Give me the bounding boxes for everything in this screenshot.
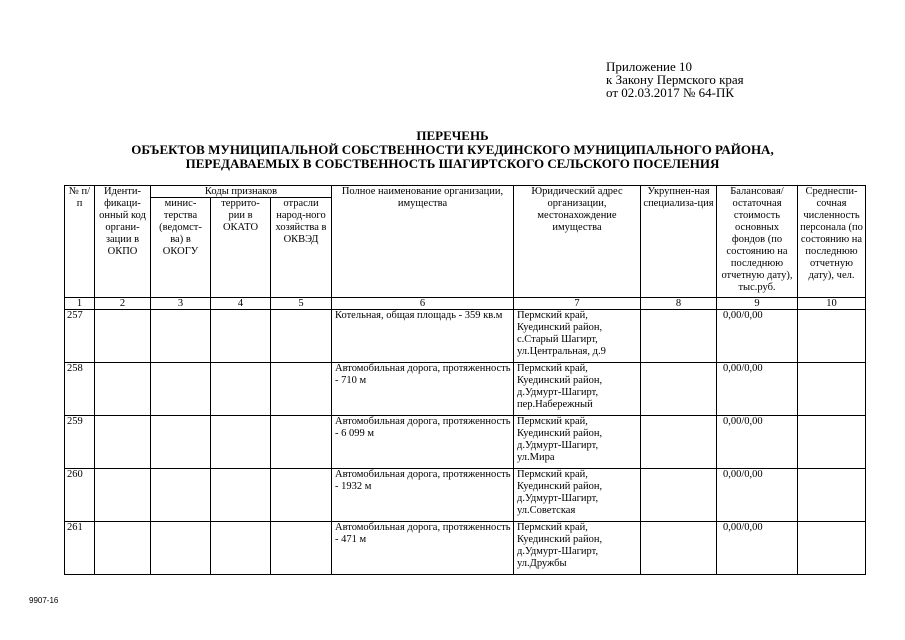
object-address: Пермский край, Куединский район, д.Удмурт-Шагирт, ул.Дружбы: [514, 522, 641, 575]
row-number: 260: [65, 469, 95, 522]
header-okato: террито-рии в ОКАТО: [211, 198, 271, 298]
table-row: [65, 363, 866, 416]
property-table: [64, 185, 866, 575]
object-address: Пермский край, Куединский район, с.Старый Шагирт, ул.Центральная, д.9: [514, 310, 641, 363]
row-number: 257: [65, 310, 95, 363]
header-okved: отрасли народ-ного хозяйства в ОКВЭД: [271, 198, 332, 298]
balance-value: 0,00/0,00: [717, 522, 798, 575]
table-row: [65, 469, 866, 522]
document-title: [0, 129, 905, 171]
object-name: Автомобильная дорога, протяженность - 710 м: [332, 363, 514, 416]
column-number: 8: [641, 298, 717, 310]
table-row: [65, 310, 866, 363]
header-okpo: Иденти-фикаци-онный код органи-зации в ОКПО: [95, 186, 151, 298]
object-name: Автомобильная дорога, протяженность - 1932 м: [332, 469, 514, 522]
object-name: Автомобильная дорога, протяженность - 6 099 м: [332, 416, 514, 469]
header-name: Полное наименование организации, имущества: [332, 186, 514, 298]
object-name: Котельная, общая площадь - 359 кв.м: [332, 310, 514, 363]
header-no: № п/п: [65, 186, 95, 298]
header-staff: Среднеспи-сочная численность персонала (по состоянию на последнюю отчетную дату), чел.: [798, 186, 866, 298]
header-codes-group: Коды признаков: [151, 186, 332, 198]
column-number: 5: [271, 298, 332, 310]
object-address: Пермский край, Куединский район, д.Удмурт-Шагирт, пер.Набережный: [514, 363, 641, 416]
header-okogu: минис-терства (ведомст-ва) в ОКОГУ: [151, 198, 211, 298]
column-number: 2: [95, 298, 151, 310]
appendix-header: [606, 60, 744, 99]
appendix-date: от 02.03.2017 № 64-ПК: [606, 85, 735, 100]
object-name: Автомобильная дорога, протяженность - 471 м: [332, 522, 514, 575]
header-balance: Балансовая/ остаточная стоимость основных фондов (по состоянию на последнюю отчетную дату), тыс.руб.: [717, 186, 798, 298]
document-code: 9907-16: [29, 596, 59, 605]
table-row: [65, 522, 866, 575]
row-number: 261: [65, 522, 95, 575]
balance-value: 0,00/0,00: [717, 363, 798, 416]
column-number: 4: [211, 298, 271, 310]
column-number: 1: [65, 298, 95, 310]
column-number-row: [65, 298, 866, 310]
column-number: 10: [798, 298, 866, 310]
title-line-1: ПЕРЕЧЕНЬ: [416, 128, 489, 143]
row-number: 258: [65, 363, 95, 416]
header-address: Юридический адрес организации, местонахождение имущества: [514, 186, 641, 298]
object-address: Пермский край, Куединский район, д.Удмурт-Шагирт, ул.Мира: [514, 416, 641, 469]
column-number: 3: [151, 298, 211, 310]
object-address: Пермский край, Куединский район, д.Удмурт-Шагирт, ул.Советская: [514, 469, 641, 522]
appendix-law: к Закону Пермского края: [606, 72, 744, 87]
column-number: 9: [717, 298, 798, 310]
appendix-number: Приложение 10: [606, 59, 693, 74]
balance-value: 0,00/0,00: [717, 469, 798, 522]
table-row: [65, 416, 866, 469]
header-specialization: Укрупнен-ная специализа-ция: [641, 186, 717, 298]
title-line-2: ОБЪЕКТОВ МУНИЦИПАЛЬНОЙ СОБСТВЕННОСТИ КУЕДИНСКОГО МУНИЦИПАЛЬНОГО РАЙОНА,: [131, 142, 774, 157]
balance-value: 0,00/0,00: [717, 310, 798, 363]
row-number: 259: [65, 416, 95, 469]
column-number: 6: [332, 298, 514, 310]
title-line-3: ПЕРЕДАВАЕМЫХ В СОБСТВЕННОСТЬ ШАГИРТСКОГО СЕЛЬСКОГО ПОСЕЛЕНИЯ: [185, 156, 720, 171]
balance-value: 0,00/0,00: [717, 416, 798, 469]
column-number: 7: [514, 298, 641, 310]
